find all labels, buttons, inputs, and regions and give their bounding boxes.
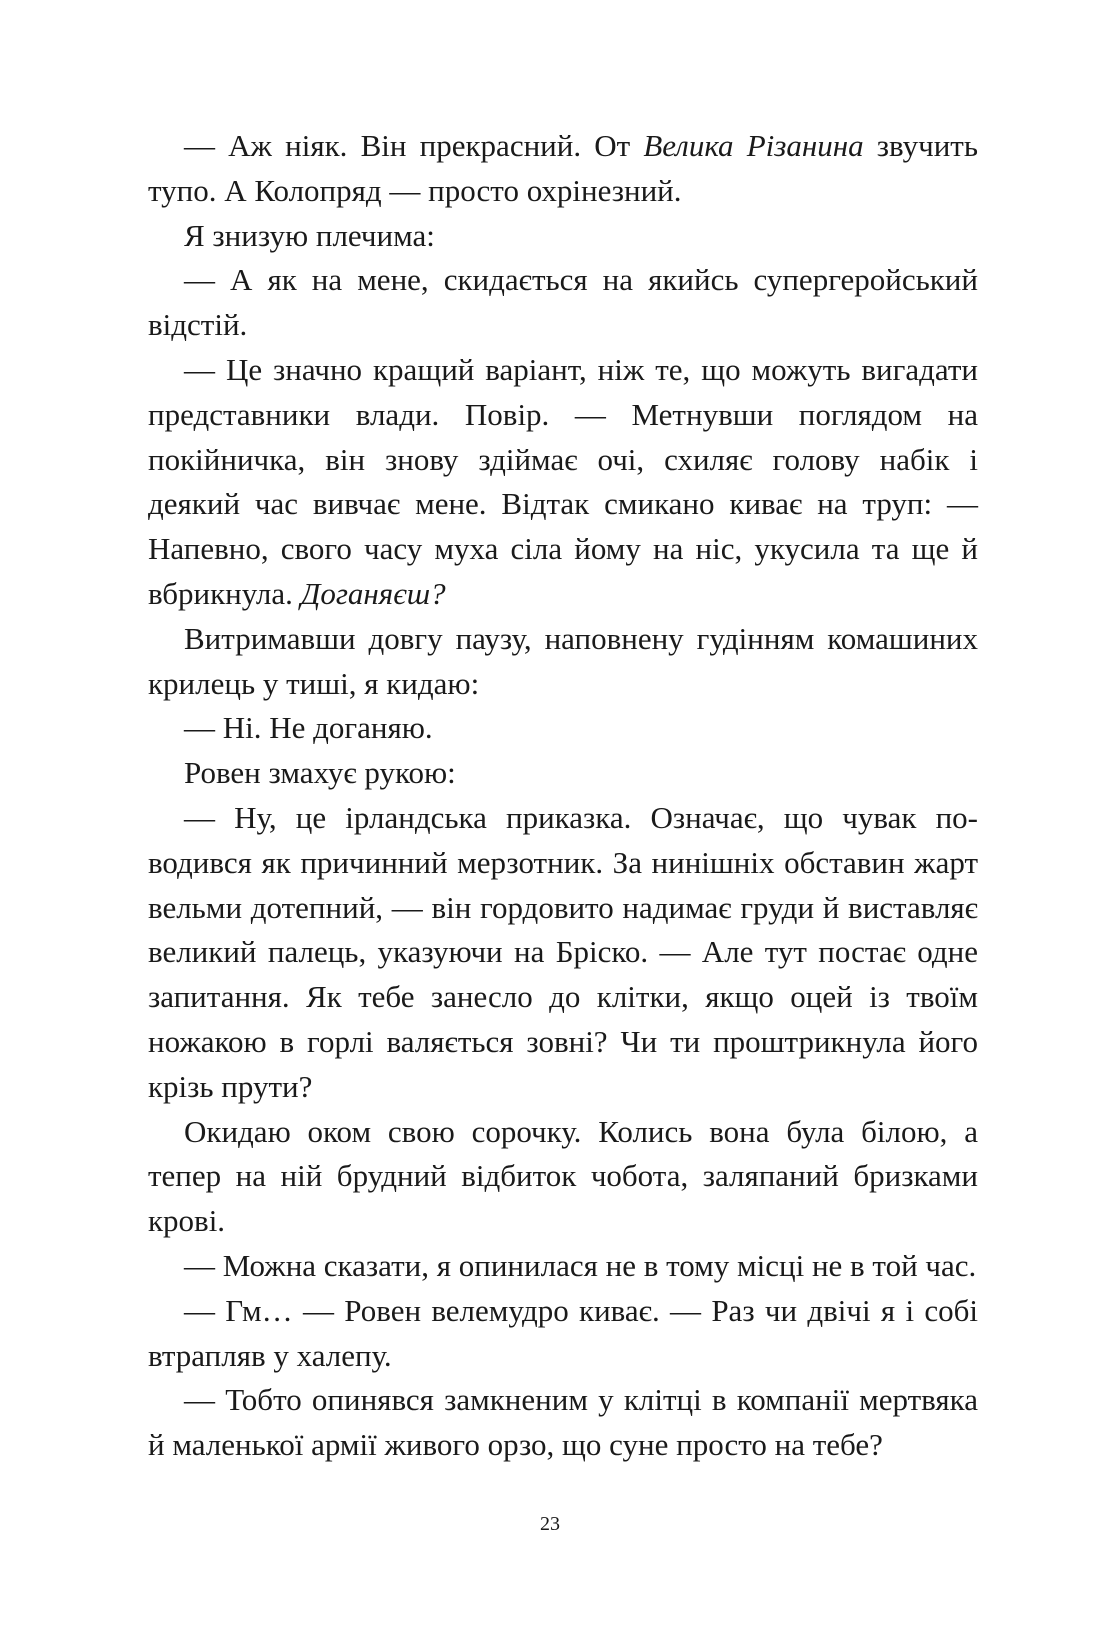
paragraph bbox=[148, 751, 978, 796]
paragraph bbox=[148, 348, 978, 617]
italic-text: Велика Різанина bbox=[643, 128, 864, 163]
paragraph bbox=[148, 1289, 978, 1379]
text-run: — Можна сказати, я опинилася не в тому місці не в той час. bbox=[184, 1247, 977, 1283]
text-run: — Ну, це ірландська приказка. Означає, що чувак поводився як причинний мерзотник. За нинішніх обставин жарт вельми дотепний, — він гордовито надимає груди й виставляє великий палець, указуючи на Бріско. — Але тут постає одне запитання. Як тебе занесло до клітки, якщо оцей із твоїм ножакою в горлі валяється зовні? Чи ти проштрикнула його крізь прути? bbox=[148, 799, 978, 1104]
text-run: Витримавши довгу паузу, наповнену гудінням комашиних крилець у тиші, я кидаю: bbox=[148, 620, 978, 701]
text-run: Окидаю оком свою сорочку. Колись вона була білою, а тепер на ній брудний відбиток чобота, заляпаний бризками крові. bbox=[148, 1113, 978, 1239]
paragraph bbox=[148, 617, 978, 707]
text-run: Я знизую плечима: bbox=[184, 217, 435, 253]
text-run: звучить тупо. А Колопряд — просто охрінезний. bbox=[148, 128, 978, 208]
body-text bbox=[148, 124, 978, 1468]
paragraph bbox=[148, 1378, 978, 1468]
text-run: — Ні. Не доганяю. bbox=[184, 710, 433, 746]
text-run: Ровен змахує рукою: bbox=[184, 755, 456, 791]
text-run: — Гм… — Ровен велемудро киває. — Раз чи двічі я і собі втрапляв у халепу. bbox=[148, 1292, 978, 1373]
paragraph bbox=[148, 214, 978, 259]
text-run: — Тобто опинявся замкненим у клітці в компанії мертвяка й маленької армії живого орзо, що суне просто на тебе? bbox=[148, 1382, 978, 1463]
paragraph bbox=[148, 124, 978, 214]
paragraph bbox=[148, 1244, 978, 1289]
paragraph bbox=[148, 258, 978, 348]
italic-text: Доганяєш? bbox=[300, 575, 446, 611]
text-run: — Аж ніяк. Він прекрасний. От bbox=[184, 128, 644, 163]
page-number: 23 bbox=[540, 1513, 560, 1535]
paragraph bbox=[148, 706, 978, 751]
paragraph bbox=[148, 796, 978, 1110]
text-run: — Це значно кращий варіант, ніж те, що можуть вигадати представники влади. Повір. — Метнувши поглядом на покійничка, він знову здіймає очі, схиляє голову набік і деякий час вивчає мене. Відтак смикано киває на труп: — Напевно, свого часу муха сіла йому на ніс, укусила та ще й вбрикнула. bbox=[148, 351, 978, 611]
paragraph bbox=[148, 1110, 978, 1244]
text-run: — А як на мене, скидається на якийсь супергеройський відстій. bbox=[148, 262, 978, 343]
